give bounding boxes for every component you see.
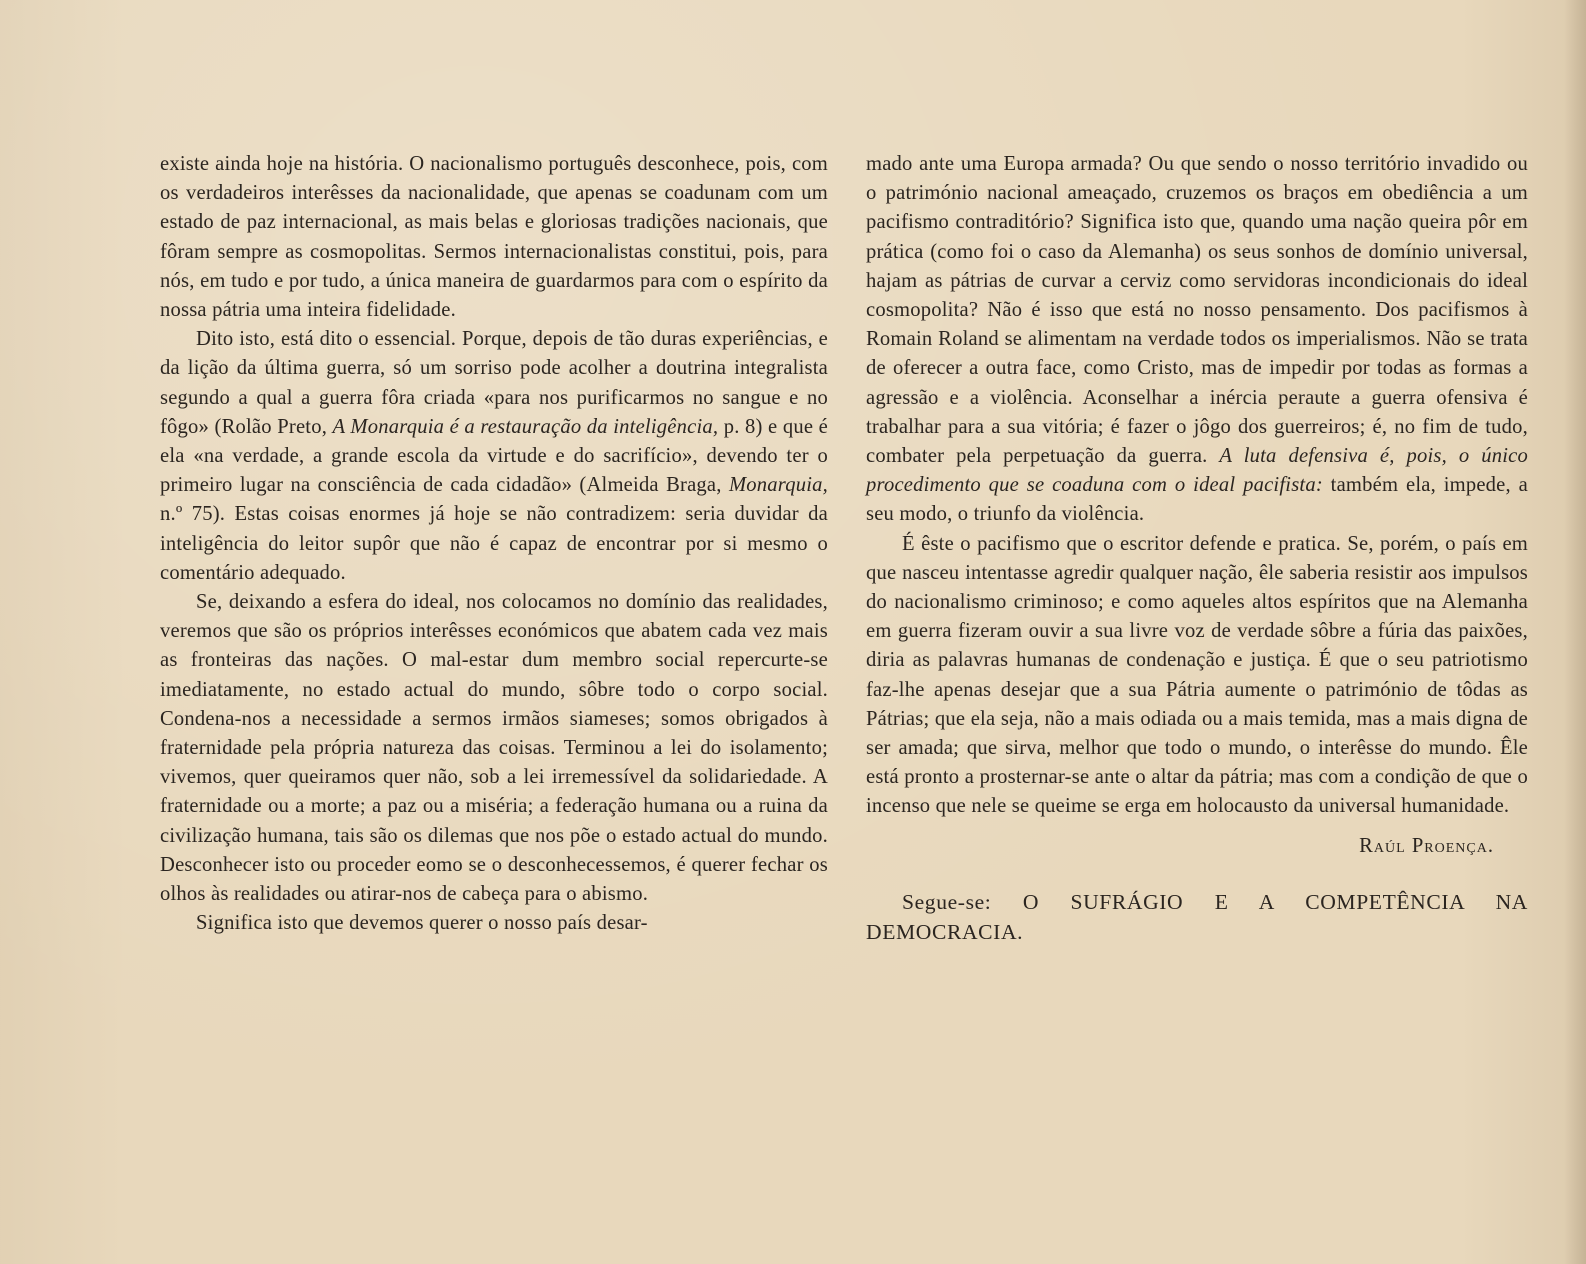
next-article-title: O SUFRÁGIO E A COMPETÊNCIA NA DEMOCRACIA. — [866, 889, 1528, 944]
right-column — [866, 150, 1528, 947]
paragraph: É êste o pacifismo que o escritor defende e pratica. Se, porém, o país em que nasceu intentasse agredir qualquer nação, êle saberia resistir aos impulsos do nacionalismo criminoso; e como aqueles altos espíritos que na Alemanha em guerra fizeram ouvir a sua livre voz de verdade sôbre a fúria das paixões, diria as palavras humanas de condenação e justiça. É que o seu patriotismo faz-lhe apenas desejar que a sua Pátria aumente o património de tôdas as Pátrias; que ela seja, não a mais odiada ou a mais temida, mas a mais digna de ser amada; que sirva, melhor que todo o mundo, o interêsse do mundo. Êle está pronto a prosternar-se ante o altar da pátria; mas com a condição de que o incenso que nele se queime se erga em holocausto da universal humanidade. — [866, 532, 1528, 818]
author-signature: Raúl Proença. — [1359, 834, 1494, 857]
paragraph: Se, deixando a esfera do ideal, nos colocamos no domínio das realidades, veremos que são os próprios interêsses económicos que abatem cada vez mais as fronteiras das nações. O mal-estar dum membro social repercurte-se imediatamente, no estado actual do mundo, sôbre todo o corpo social. Condena-nos a necessidade a sermos irmãos siameses; somos obrigados à fraternidade pela própria natureza das coisas. Terminou a lei do isolamento; vivemos, quer queiramos quer não, sob a lei irremessível da solidariedade. A fraternidade ou a morte; a paz ou a miséria; a federação humana ou a ruina da civilização humana, tais são os dilemas que nos põe o estado actual do mundo. Desconhecer isto ou proceder eomo se o desconhecessemos, é querer fechar os olhos às realidades ou atirar-nos de cabeça para o abismo. — [160, 591, 828, 906]
paragraph: existe ainda hoje na história. O nacionalismo português desconhece, pois, com os verdadeiros interêsses da nacionalidade, que apenas se coadunam com um estado de paz internacional, as mais belas e gloriosas tradições nacionais, que fôram sempre as cosmopolitas. Sermos internacionalistas constitui, pois, para nós, em tudo e por tudo, a única maneira de guardarmos para com o espírito da nossa pátria uma inteira fidelidade. — [160, 153, 828, 322]
paragraph — [866, 150, 1528, 530]
paragraph-text: Dito isto, está dito o essencial. Porque, depois de tão duras experiências, e da lição da última guerra, só um sorriso pode acolher a doutrina integralista segundo a qual a guerra fôra criada «para nos purificarmos no sangue e no fôgo» (Rolão Preto, — [160, 328, 828, 438]
paragraph — [160, 325, 828, 588]
paragraph-text: mado ante uma Europa armada? Ou que sendo o nosso território invadido ou o património nacional ameaçado, cruzemos os braços em obediência a um pacifismo contraditório? Significa isto que, quando uma nação queira pôr em prática (como foi o caso da Alemanha) os seus sonhos de domínio universal, hajam as pátrias de curvar a cerviz como servidoras incondicionais do ideal cosmopolita? Não é isso que está no nosso pensamento. Dos pacifismos à Romain Roland se alimentam na verdade todos os imperialismos. Não se trata de oferecer a outra face, como Cristo, mas de impedir por todas as formas a agressão e a violência. Aconselhar a inércia peraute a guerra ofensiva é trabalhar para a sua vitória; é fazer o jôgo dos guerreiros; é, no fim de tudo, combater pela perpetuação da guerra. — [866, 153, 1528, 468]
paragraph: Significa isto que devemos querer o nosso país desar- — [196, 912, 648, 935]
next-article-note — [866, 887, 1528, 947]
paragraph-text: n.º 75). Estas coisas enormes já hoje se não contradizem: seria duvidar da inteligência do leitor supôr que não é capaz de encontrar por si mesmo o comentário adequado. — [160, 503, 828, 584]
paragraph-text: p. 8) e que é ela «na verdade, a grande escola da virtude e do sacrifício», devendo ter o primeiro lugar na consciência de cada cidadão» (Almeida Braga, — [160, 415, 828, 497]
next-label: Segue-se: — [902, 889, 992, 914]
page-edge-shadow — [1564, 0, 1586, 1264]
book-title: Monarquia, — [728, 474, 828, 497]
paragraph-text: também ela, impede, a seu modo, o triunfo da violência. — [866, 474, 1528, 526]
book-title: A Monarquia é a restauração da inteligência, — [332, 415, 719, 438]
italic-quote: A luta defensiva é, pois, o único procedimento que se coaduna com o ideal pacifista: — [866, 445, 1528, 497]
left-column — [160, 150, 828, 938]
